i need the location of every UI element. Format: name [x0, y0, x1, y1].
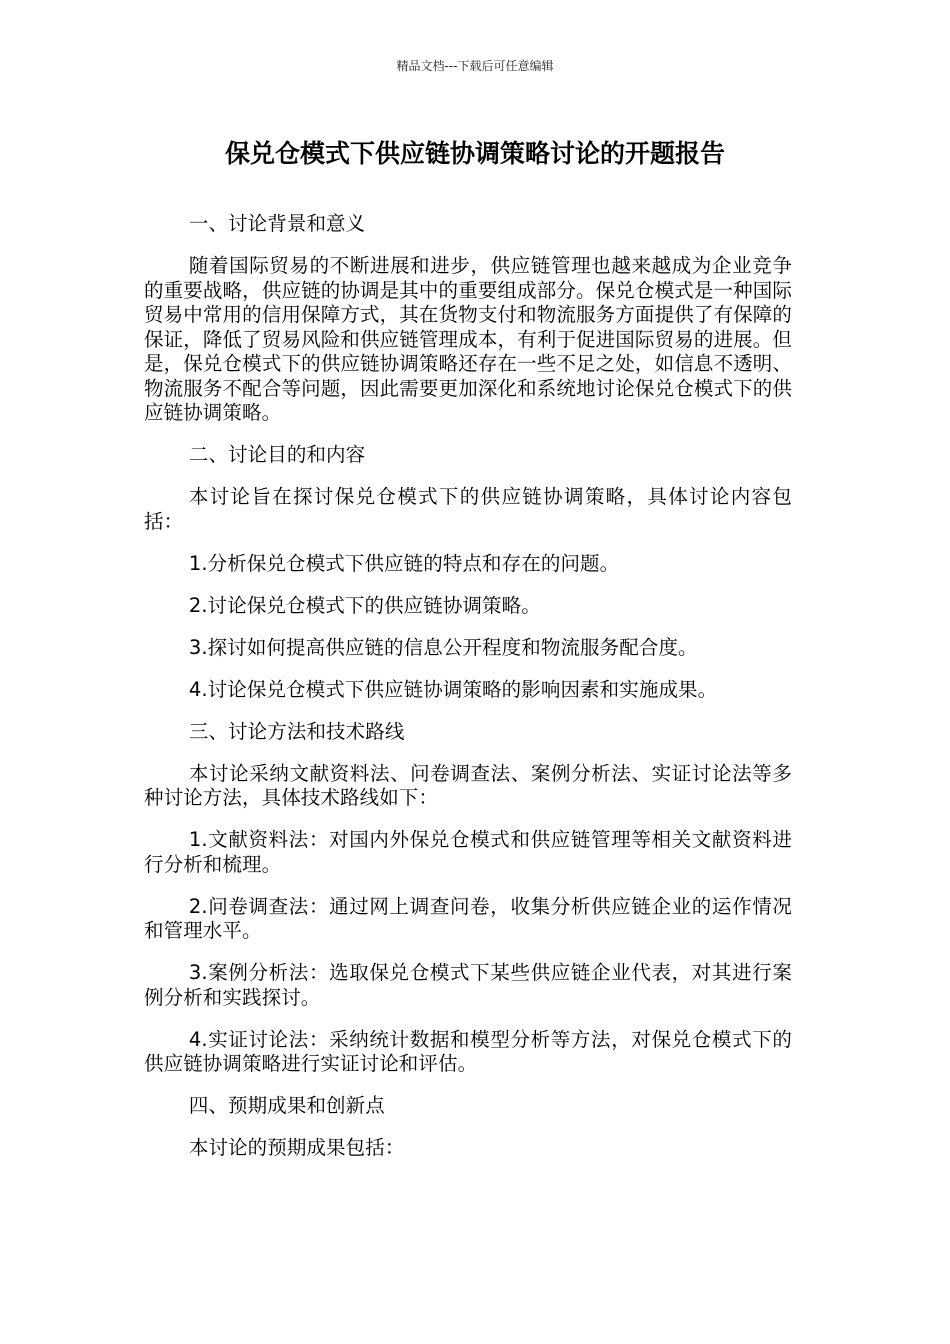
document-body [144, 212, 792, 1178]
purpose-list-item: 3.探讨如何提高供应链的信息公开程度和物流服务配合度。 [188, 635, 698, 659]
paragraph-background: 随着国际贸易的不断进展和进步，供应链管理也越来越成为企业竞争的重要战略，供应链的协调是其中的重要组成部分。保兑仓模式是一种国际贸易中常用的信用保障方式，其在货物支付和物流服务方面提供了有保障的保证，降低了贸易风险和供应链管理成本，有利于促进国际贸易的进展。但是，保兑仓模式下的供应链协调策略还存在一些不足之处，如信息不透明、物流服务不配合等问题，因此需要更加深化和系统地讨论保兑仓模式下的供应链协调策略。 [144, 254, 792, 424]
paragraph-purpose-intro: 本讨论旨在探讨保兑仓模式下的供应链协调策略，具体讨论内容包括： [144, 485, 792, 533]
purpose-list-item: 4.讨论保兑仓模式下供应链协调策略的影响因素和实施成果。 [188, 677, 718, 701]
methods-list-item: 3.案例分析法：选取保兑仓模式下某些供应链企业代表，对其进行案例分析和实践探讨。 [144, 961, 792, 1009]
document-title: 保兑仓模式下供应链协调策略讨论的开题报告 [224, 139, 725, 168]
section-heading-methods: 三、讨论方法和技术路线 [188, 719, 405, 743]
purpose-list-item: 2.讨论保兑仓模式下的供应链协调策略。 [188, 593, 541, 617]
methods-list-item: 1.文献资料法：对国内外保兑仓模式和供应链管理等相关文献资料进行分析和梳理。 [144, 828, 792, 876]
section-heading-purpose: 二、讨论目的和内容 [188, 443, 366, 466]
paragraph-methods-intro: 本讨论采纳文献资料法、问卷调查法、案例分析法、实证讨论法等多种讨论方法，具体技术路线如下： [144, 761, 792, 809]
section-heading-background: 一、讨论背景和意义 [188, 212, 366, 235]
methods-list-item: 4.实证讨论法：采纳统计数据和模型分析等方法，对保兑仓模式下的供应链协调策略进行实证讨论和评估。 [144, 1027, 792, 1075]
page-header-note: 精品文档---下载后可任意编辑 [396, 59, 554, 73]
section-heading-outcomes: 四、预期成果和创新点 [188, 1094, 385, 1117]
methods-list-item: 2.问卷调查法：通过网上调查问卷，收集分析供应链企业的运作情况和管理水平。 [144, 894, 792, 942]
purpose-list-item: 1.分析保兑仓模式下供应链的特点和存在的问题。 [188, 551, 620, 575]
paragraph-outcomes-intro: 本讨论的预期成果包括： [188, 1136, 405, 1159]
